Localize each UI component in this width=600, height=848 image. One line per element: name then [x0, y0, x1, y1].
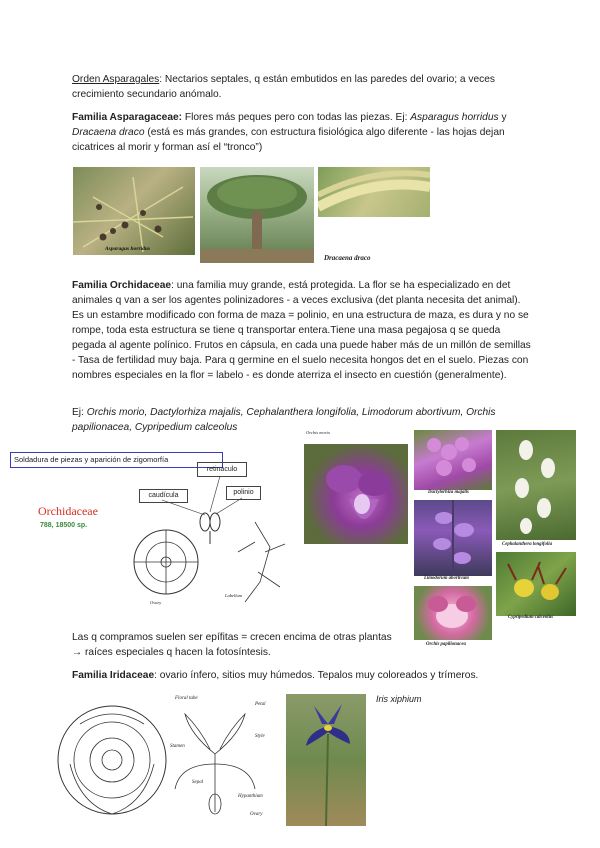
iris-label-floral-tube: Floral tube [175, 696, 198, 701]
label-retinaculo: retináculo [197, 462, 247, 477]
iris-xiphium-flower [286, 694, 366, 826]
asparagaceae-text-2: y [498, 112, 507, 123]
iris-diagram-drawing [50, 694, 280, 826]
orden-label: Orden Asparagales [72, 74, 160, 85]
photo-cephalanthera-longifolia [496, 430, 576, 540]
caption-orchis-morio-top: Orchis morio [306, 430, 330, 435]
caption-cypripedium: Cypripedium calceolus [508, 615, 554, 620]
species-dracaena: Dracaena draco [72, 127, 145, 138]
species-asparagus: Asparagus horridus [410, 112, 499, 123]
label-polinio: polinio [226, 486, 261, 500]
iris-label-hypanthium: Hypanthium [238, 794, 263, 799]
diagram-header: Soldadura de piezas y aparición de zigomorfía [14, 455, 169, 464]
iris-label-style: Style [255, 734, 265, 739]
orchidaceae-family-title: Orchidaceae [38, 504, 98, 518]
svg-text:Ovary: Ovary [150, 600, 162, 605]
orden-text: : Nectarios septales, q están embutidos en las paredes del ovario; a veces crecimiento secundario anómalo. [72, 74, 496, 100]
asparagaceae-text-3: (está es más grandes, con estructura fisiológica algo diferente - las hojas dejan cicatrices al morir y forman así el “tronco”) [72, 127, 505, 153]
iridaceae-text: : ovario ínfero, sitios muy húmedos. Tepalos muy coloreados y trímeros. [154, 670, 479, 681]
paragraph-asparagaceae [72, 110, 532, 155]
dracaena-tree-illustration [200, 167, 314, 263]
photo-orchis-papilionacea [414, 586, 492, 640]
dactylorhiza-flowers [414, 430, 492, 490]
photo-limodorum-abortivum [414, 500, 492, 576]
iris-label-sepal: Sepal [192, 780, 204, 785]
orchidaceae-label: Familia Orchidaceae [72, 280, 172, 291]
svg-text:Labellum: Labellum [225, 593, 243, 598]
caption-dracaena: Dracaena draco [324, 254, 371, 262]
caption-iris-xiphium: Iris xiphium [376, 694, 422, 704]
label-caudicula: caudícula [139, 489, 188, 503]
caption-limodorum: Limodorum abortivum [424, 576, 469, 581]
caption-asparagus: Asparagus horridus [105, 246, 151, 252]
paragraph-orchidaceae [72, 278, 534, 383]
paragraph-iridaceae [72, 668, 542, 683]
examples-prefix: Ej: [72, 407, 87, 418]
cypripedium-flowers [496, 552, 576, 616]
photo-asparagus-horridus [73, 167, 195, 255]
caption-cephalanthera: Cephalanthera longifolia [502, 542, 552, 547]
orchid-floral-diagram-drawing [10, 452, 300, 622]
iridaceae-label: Familia Iridaceae [72, 670, 155, 681]
iris-label-petal: Petal [255, 702, 266, 707]
caption-dactylorhiza: Dactylorhiza majalis [428, 490, 469, 495]
cephalanthera-flowers [496, 430, 576, 540]
iris-diagram [50, 694, 280, 826]
iris-label-ovary: Ovary [250, 812, 263, 817]
orchid-diagram [10, 452, 300, 622]
paragraph-orden-asparagales [72, 72, 532, 102]
photo-dracaena-flower [318, 167, 430, 217]
orchis-papilionacea-flower [414, 586, 492, 640]
epifitas-text: Las q compramos suelen ser epífitas = crecen encima de otras plantas → raíces especiales q hacen la fotosíntesis. [72, 632, 392, 658]
asparagaceae-label: Familia Asparagaceae: [72, 112, 183, 123]
photo-orchis-morio [304, 444, 408, 544]
orchidaceae-species-count: 788, 18500 sp. [40, 522, 88, 529]
iris-label-stamen: Stamen [170, 744, 185, 749]
photo-cypripedium-calceolus [496, 552, 576, 616]
asparagus-illustration [73, 167, 195, 255]
paragraph-epifitas [72, 630, 392, 660]
limodorum-flowers [414, 500, 492, 576]
photo-dactylorhiza-majalis [414, 430, 492, 490]
asparagaceae-text-1: Flores más peques pero con todas las piezas. Ej: [182, 112, 411, 123]
orchidaceae-text: : una familia muy grande, está protegida. La flor se ha especializado en det animales q van a ser los agentes polinizadores - a veces exclusiva (det planta necesita det animal). Es un estambre modificado con forma de maza = polinio, en una estructura de maza, es dura y no se rompe, toda esta estructura se tiene q transportar entera.Tiene una masa pegajosa q se queda pegada al agente polínico. Frutos en cápsula, en cada una puede haber más de un millón de semillas - Tasa de fertilidad muy baja. Para q germine en el suelo necesita hongos det en el suelo. Piezas con nombres especiales en la flor = labelo - es donde aterriza el insecto en cuestión (generalmente). [72, 280, 531, 381]
orchis-morio-flower [304, 444, 408, 544]
orchid-species-list: Orchis morio, Dactylorhiza majalis, Cephalanthera longifolia, Limodorum abortivum, Orchis papilionacea, Cypripedium calceolus [72, 407, 496, 433]
photo-iris-xiphium [286, 694, 366, 826]
caption-papilionacea: Orchis papilionacea [426, 642, 466, 647]
dracaena-flower-illustration [318, 167, 430, 217]
photo-dracaena-tree [200, 167, 314, 263]
